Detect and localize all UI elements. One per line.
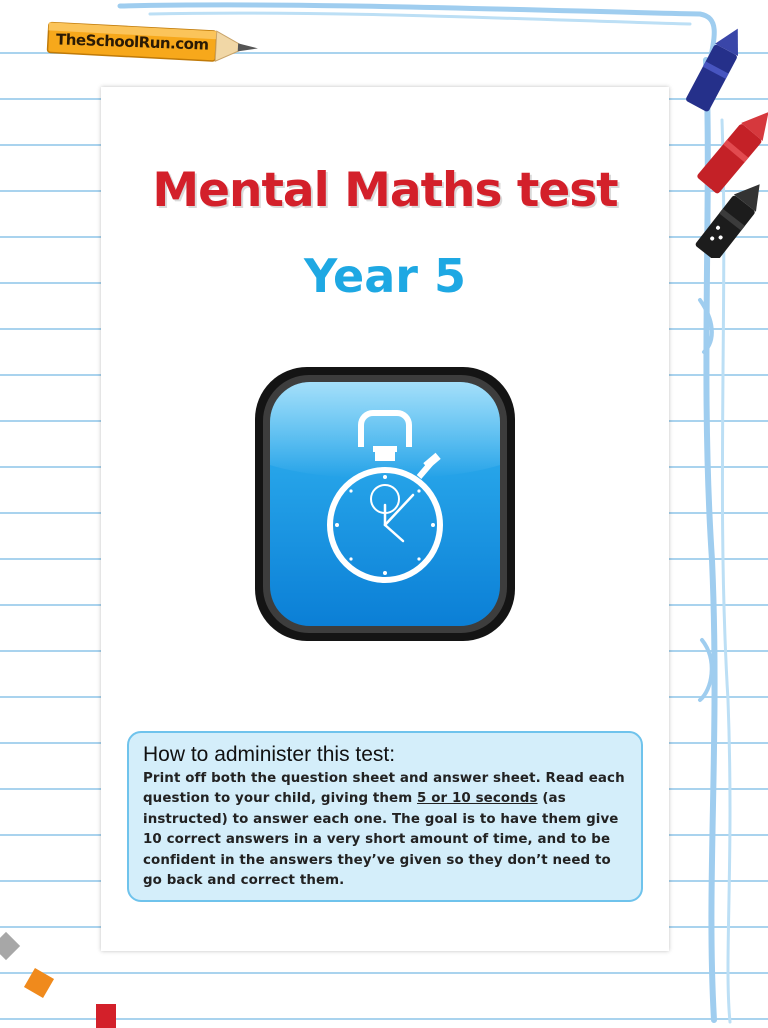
decor-orange-diamond <box>24 968 54 998</box>
crayons-icon <box>658 28 768 258</box>
instructions-heading: How to administer this test: <box>143 743 396 766</box>
decor-gray-diamond <box>0 932 20 960</box>
instructions-text-2: (as instructed) to answer each one. The goal is to have them give 10 correct answers in a very short amount of time, and to be confident in the answers they’ve given so they don’t need to go back and correct them. <box>143 791 619 889</box>
page-subtitle: Year 5 <box>303 249 467 303</box>
instructions-body <box>143 769 627 891</box>
instructions-text-1: Print off both the question sheet and answer sheet. Read each question to your child, giving them <box>143 771 625 807</box>
decor-red-square <box>96 1004 116 1028</box>
instructions-box <box>127 731 643 902</box>
logo-text: TheSchoolRun.com <box>55 30 209 54</box>
brand-logo <box>46 20 264 68</box>
instructions-emphasis: 5 or 10 seconds <box>417 791 538 807</box>
document-page <box>101 87 669 951</box>
page-title: Mental Maths test <box>152 163 618 218</box>
stopwatch-icon <box>253 365 517 643</box>
